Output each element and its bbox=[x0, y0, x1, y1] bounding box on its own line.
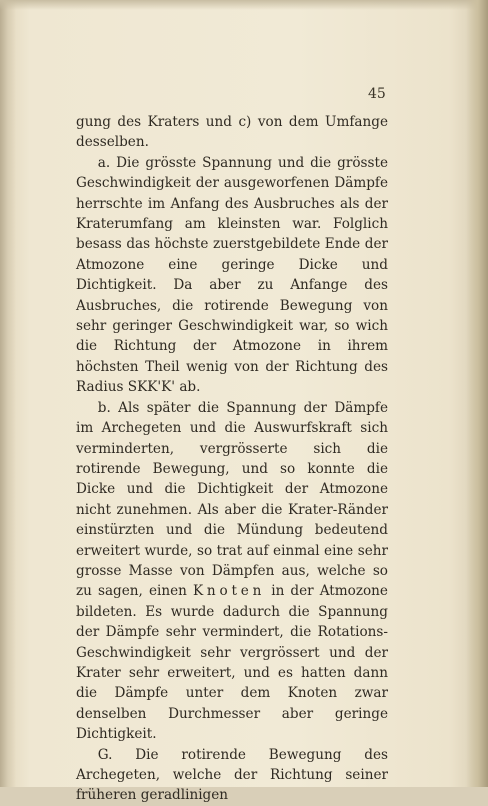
paragraph-a: a. Die grösste Spannung und die grösste Geschwindigkeit der ausgeworfenen Dämpfe herrschte im Anfang des Ausbruches als der Kraterumfang am kleinsten war. Folglich besass das höchste zuerstgebildete Ende der Atmozone eine geringe Dicke und Dichtigkeit. Da aber zu Anfange des Ausbruches, die rotirende Bewegung von sehr geringer Geschwindigkeit war, so wich die Richtung der Atmozone in ihrem höchsten Theil wenig von der Richtung des Radius SKK'K' ab. bbox=[76, 154, 388, 396]
page-left-edge bbox=[0, 0, 16, 787]
page-top-edge bbox=[0, 0, 488, 10]
paragraph-b bbox=[76, 398, 388, 745]
body-text bbox=[76, 112, 388, 806]
emphasized-word: Knoten bbox=[192, 583, 266, 600]
paragraph-continuation: gung des Kraters und c) von dem Umfange desselben. bbox=[76, 114, 388, 151]
paragraph-b-lead: b. Als später die Spannung der Dämpfe im Archegeten und die Auswurfskraft sich verminderten, vergrösserte sich die rotirende Bewegung, und so konnte die Dicke und die Dichtigkeit der Atmozone nicht zunehmen. Als aber die Krater-Ränder einstürzten und die Mündung bedeutend erweitert wurde, so trat auf einmal eine sehr grosse Masse von Dämpfen aus, welche so zu sagen, einen bbox=[76, 399, 388, 600]
page-number: 45 bbox=[368, 86, 386, 102]
page-right-edge bbox=[466, 0, 488, 787]
paragraph-g: G. Die rotirende Bewegung des Archegeten, welche der Richtung seiner früheren geradlinigen bbox=[76, 746, 388, 804]
paragraph-b-tail: in der Atmozone bildeten. Es wurde dadurch die Spannung der Dämpfe sehr vermindert, die Rotations-Geschwindigkeit sehr vergrössert und der Krater sehr erweitert, und es hatten dann die Dämpfe unter dem Knoten zwar denselben Durchmesser aber geringe Dichtigkeit. bbox=[76, 583, 388, 743]
